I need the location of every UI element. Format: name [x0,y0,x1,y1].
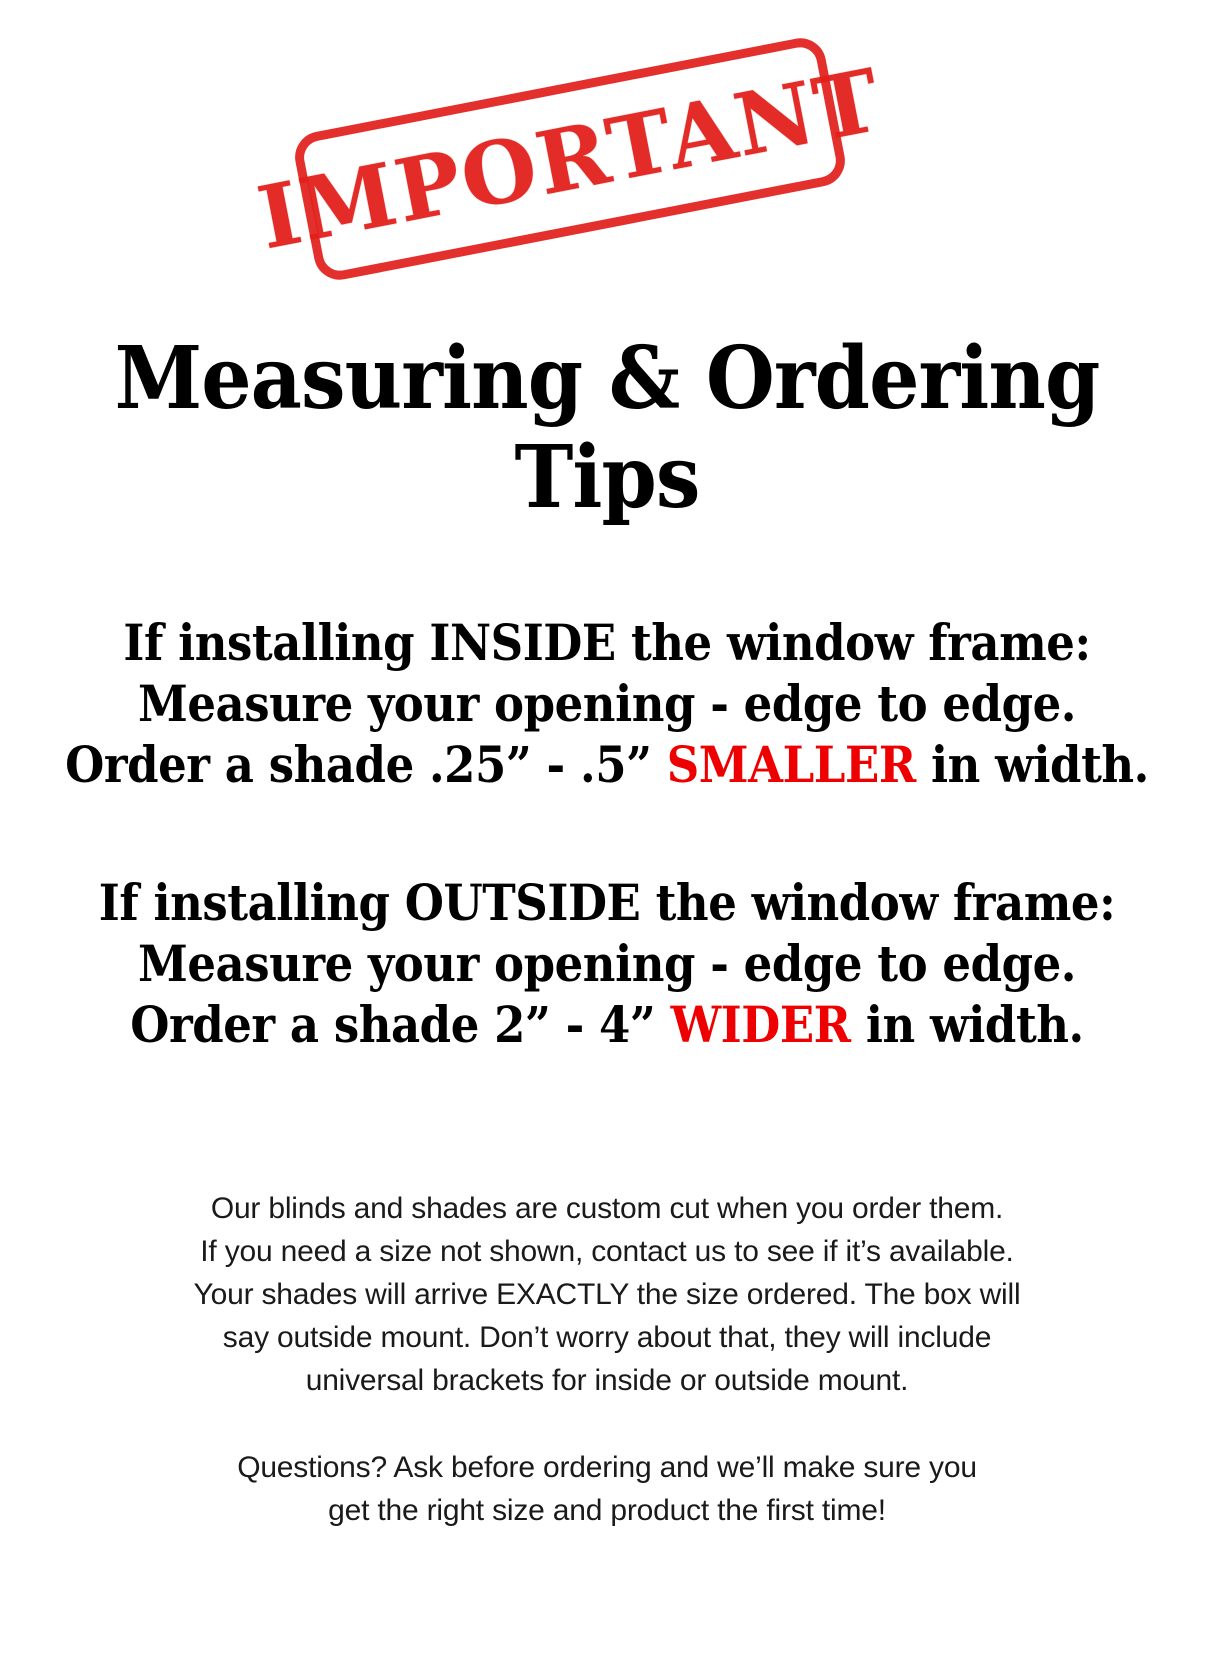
outside-mount-order-line [61,994,1154,1055]
outside-mount-order-suffix: in width. [850,995,1084,1054]
inside-mount-instructions [61,612,1154,795]
outside-mount-instructions [61,872,1154,1055]
inside-mount-order-line [61,734,1154,795]
fineprint-line: get the right size and product the first time! [328,1493,886,1527]
outside-mount-measure-line: Measure your opening - edge to edge. [137,934,1076,993]
outside-mount-heading: If installing OUTSIDE the window frame: [98,873,1116,932]
fineprint-line: If you need a size not shown, contact us to see if it’s available. [200,1234,1014,1268]
inside-mount-order-prefix: Order a shade .25” - .5” [65,735,667,794]
stamp-label: IMPORTANT [250,49,890,269]
important-stamp [250,34,890,284]
outside-mount-order-prefix: Order a shade 2” - 4” [130,995,671,1054]
fineprint-line: Questions? Ask before ordering and we’ll make sure you [237,1451,977,1484]
inside-mount-measure-line: Measure your opening - edge to edge. [137,674,1076,733]
inside-mount-order-highlight: SMALLER [666,735,916,794]
page-title [49,330,1166,528]
fineprint-line: Our blinds and shades are custom cut when you order them. [210,1192,1004,1225]
fineprint-paragraph-1 [0,1188,1214,1402]
page-title-line-1: Measuring & Ordering [114,328,1100,429]
page-title-line-2: Tips [514,426,700,528]
inside-mount-heading: If installing INSIDE the window frame: [123,613,1091,672]
fineprint-line: say outside mount. Don’t worry about that, they will include [222,1320,992,1354]
fineprint-line: Your shades will arrive EXACTLY the size ordered. The box will [193,1277,1021,1311]
outside-mount-order-highlight: WIDER [670,995,851,1054]
important-stamp-container [0,48,1214,318]
fineprint-paragraph-2 [0,1447,1214,1533]
inside-mount-order-suffix: in width. [915,735,1149,794]
fineprint-line: universal brackets for inside or outside mount. [305,1363,909,1397]
